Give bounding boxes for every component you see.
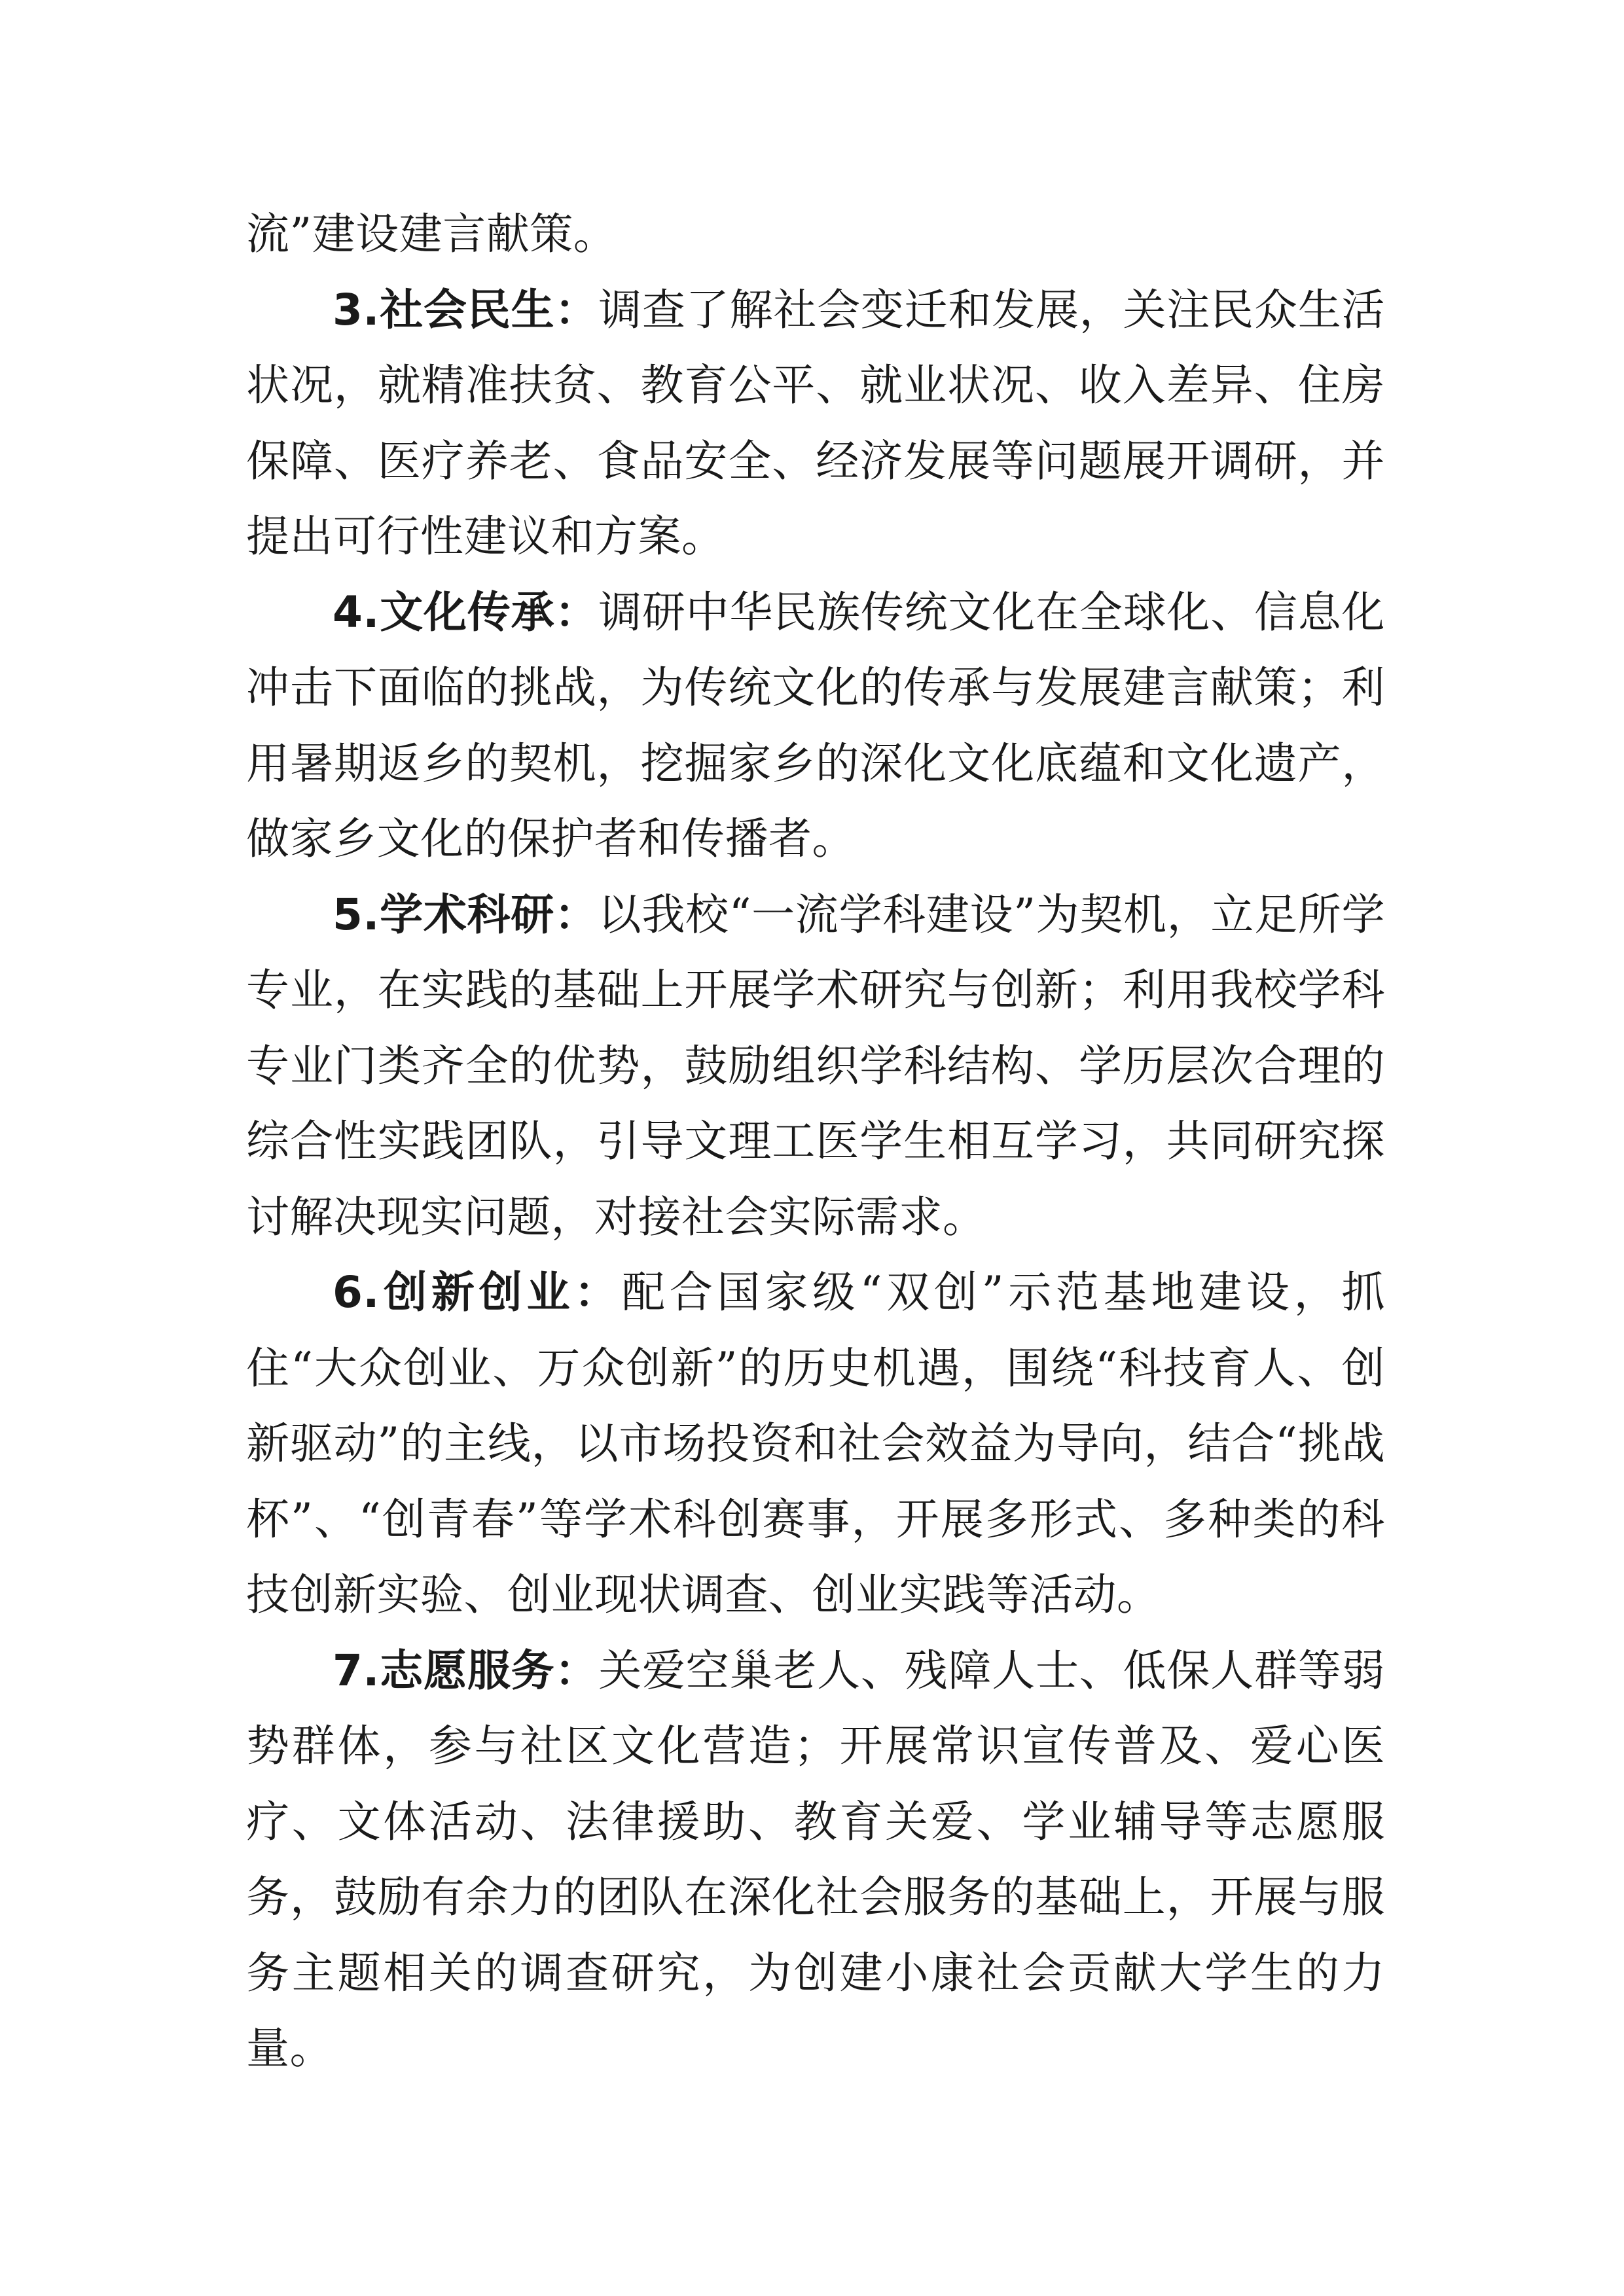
section-heading: 4.文化传承： xyxy=(333,586,599,637)
section-heading: 3.社会民生： xyxy=(333,284,599,335)
section-heading: 7.志愿服务： xyxy=(333,1645,599,1696)
section-heading: 6.创新创业： xyxy=(333,1267,622,1318)
section-body: 关爱空巢老人、残障人士、低保人群等弱势群体，参与社区文化营造；开展常识宣传普及、爱心医疗、文体活动、法律援助、教育关爱、学业辅导等志愿服务，鼓励有余力的团队在深化社会服务的基础上，开展与服务主题相关的调查研究，为创建小康社会贡献大学生的力量。 xyxy=(246,1645,1386,2073)
section-innovation-entrepreneurship xyxy=(246,1255,1385,1633)
section-cultural-heritage xyxy=(246,575,1385,877)
section-social-livelihood xyxy=(246,272,1385,575)
continuation-paragraph: 流”建设建言献策。 xyxy=(246,209,617,259)
document-body xyxy=(246,196,1385,2087)
section-academic-research xyxy=(246,877,1385,1255)
section-body: 调查了解社会变迁和发展，关注民众生活状况，就精准扶贫、教育公平、就业状况、收入差异、住房保障、医疗养老、食品安全、经济发展等问题展开调研，并提出可行性建议和方案。 xyxy=(246,284,1386,562)
section-volunteer-service xyxy=(246,1633,1385,2087)
section-body: 调研中华民族传统文化在全球化、信息化冲击下面临的挑战，为传统文化的传承与发展建言献策；利用暑期返乡的契机，挖掘家乡的深化文化底蕴和文化遗产，做家乡文化的保护者和传播者。 xyxy=(246,586,1386,864)
section-heading: 5.学术科研： xyxy=(333,889,598,940)
section-body: 配合国家级“双创”示范基地建设，抓住“大众创业、万众创新”的历史机遇，围绕“科技育人、创新驱动”的主线，以市场投资和社会效益为导向，结合“挑战杯”、“创青春”等学术科创赛事，开展多形式、多种类的科技创新实验、创业现状调查、创业实践等活动。 xyxy=(246,1267,1385,1620)
section-body: 以我校“一流学科建设”为契机，立足所学专业，在实践的基础上开展学术研究与创新；利用我校学科专业门类齐全的优势，鼓励组织学科结构、学历层次合理的综合性实践团队，引导文理工医学生相互学习，共同研究探讨解决现实问题，对接社会实际需求。 xyxy=(246,889,1385,1242)
